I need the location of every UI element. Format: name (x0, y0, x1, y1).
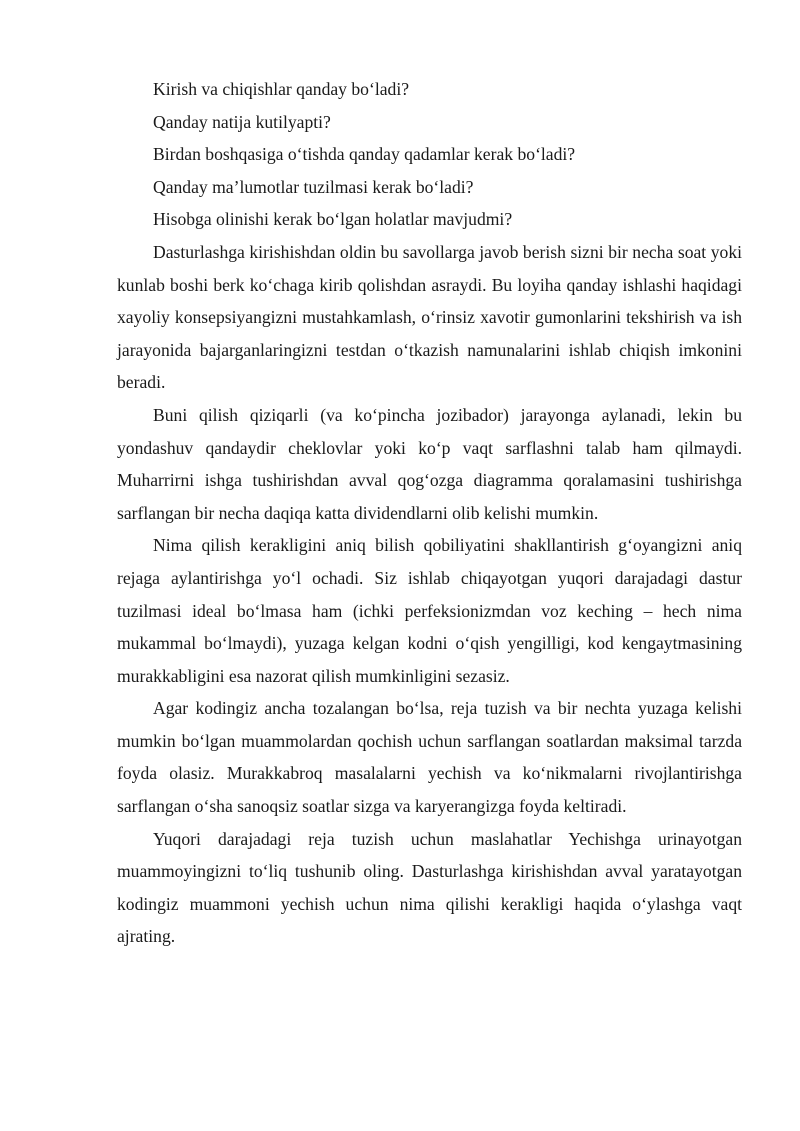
question-line: Kirish va chiqishlar qanday bo‘ladi? (153, 79, 410, 99)
question-line: Qanday natija kutilyapti? (153, 111, 331, 132)
question-line: Qanday ma’lumotlar tuzilmasi kerak bo‘ladi? (153, 176, 474, 197)
body-paragraph: Nima qilish kerakligini aniq bilish qobiliyatini shakllantirish g‘oyangizni aniq rejaga aylantirishga yo‘l ochadi. Siz ishlab chiqayotgan yuqori darajadagi dastur tuzilmasi ideal bo‘lmasa ham (ichki perfeksionizmdan voz keching – hech nima mukammal bo‘lmaydi), yuzaga kelgan kodni o‘qish yengilligi, kod kengaytmasining murakkabligini esa nazorat qilish mumkinligini sezasiz. (117, 535, 742, 686)
question-line: Birdan boshqasiga o‘tishda qanday qadamlar kerak bo‘ladi? (153, 144, 576, 165)
body-paragraph: Buni qilish qiziqarli (va ko‘pincha jozibador) jarayonga aylanadi, lekin bu yondashuv qandaydir cheklovlar yoki ko‘p vaqt sarflashni talab ham qilmaydi. Muharrirni ishga tushirishdan avval qog‘ozga diagramma qoralamasini tushirishga sarflangan bir necha daqiqa katta dividendlarni olib kelishi mumkin. (117, 404, 742, 523)
question-line: Hisobga olinishi kerak bo‘lgan holatlar mavjudmi? (153, 209, 513, 230)
document-body (117, 73, 742, 953)
body-paragraph: Yuqori darajadagi reja tuzish uchun maslahatlar Yechishga urinayotgan muammoyingizni to‘liq tushunib oling. Dasturlashga kirishishdan avval yaratayotgan kodingiz muammoni yechish uchun nima qilishi kerakligi haqida o‘ylashga vaqt ajrating. (117, 828, 742, 947)
body-paragraph: Agar kodingiz ancha tozalangan bo‘lsa, reja tuzish va bir nechta yuzaga kelishi mumkin bo‘lgan muammolardan qochish uchun sarflangan soatlardan maksimal tarzda foyda olasiz. Murakkabroq masalalarni yechish va ko‘nikmalarni rivojlantirishga sarflangan o‘sha sanoqsiz soatlar sizga va karyerangizga foyda keltiradi. (117, 698, 742, 817)
body-paragraph: Dasturlashga kirishishdan oldin bu savollarga javob berish sizni bir necha soat yoki kunlab boshi berk ko‘chaga kirib qolishdan asraydi. Bu loyiha qanday ishlashi haqidagi xayoliy konsepsiyangizni mustahkamlash, o‘rinsiz xavotir gumonlarini tekshirish va ish jarayonida bajarganlaringizni testdan o‘tkazish namunalarini ishlab chiqish imkonini beradi. (117, 241, 742, 393)
